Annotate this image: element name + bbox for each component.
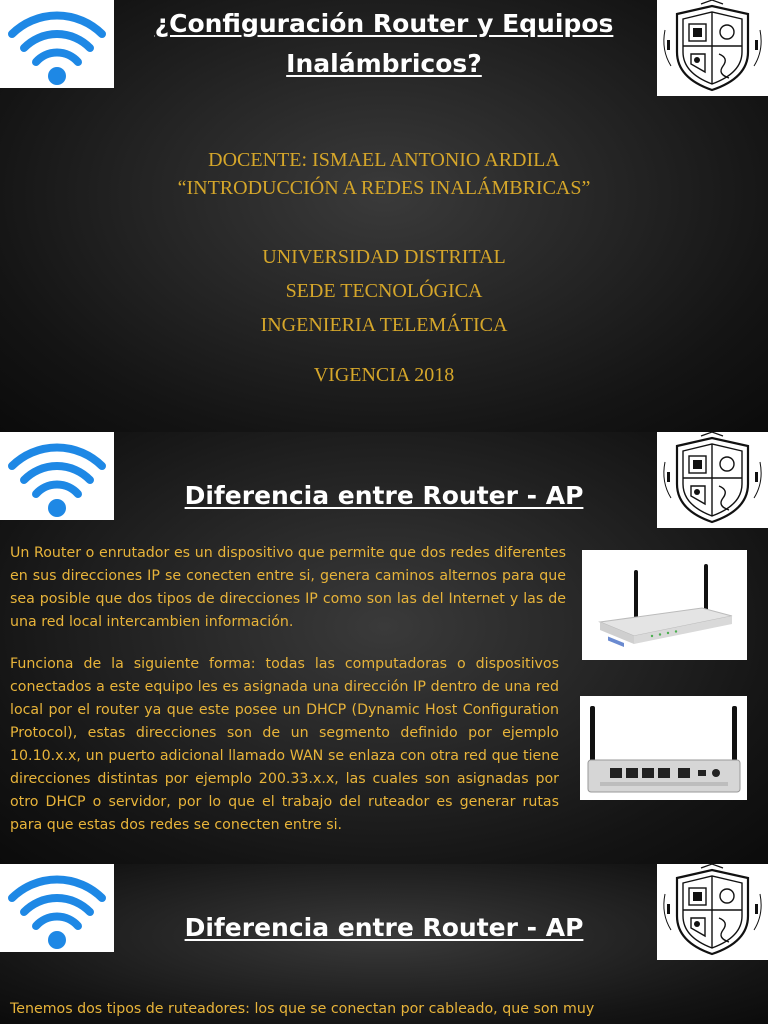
wifi-icon	[0, 432, 114, 520]
router-definition-paragraph: Un Router o enrutador es un dispositivo que permite que dos redes diferentes en sus direcciones IP se conecten entre si, genera caminos alternos para que sea posible que dos tipos de direcciones IP como son las del Internet y las de una red local intercambien información.	[10, 545, 566, 630]
course-line: “INTRODUCCIÓN A REDES INALÁMBRICAS”	[177, 177, 591, 199]
title-line-1: ¿Configuración Router y Equipos	[154, 9, 614, 38]
sede-line: SEDE TECNOLÓGICA	[285, 280, 483, 302]
wifi-icon	[0, 864, 114, 952]
title-line-2: Inalámbricos?	[286, 49, 482, 78]
router-function-paragraph: Funciona de la siguiente forma: todas las computadoras o dispositivos conectados a este equipo les es asignada una dirección IP dentro de una red local por el router ya que este posee un DHCP (Dynamic Host Configuration Protocol), estas direcciones son de un segmento definido por ejemplo 10.10.x.x, un puerto adicional llamado WAN se enlaza con otra red que tiene direcciones distintas por ejemplo 200.33.x.x, las cuales son asignadas por otro DHCP o servidor, por lo que el trabajo del ruteador es generar rutas para que estas dos redes se conecten entre si.	[10, 656, 559, 833]
docente-line: DOCENTE: ISMAEL ANTONIO ARDILA	[208, 149, 560, 171]
section-title: Diferencia entre Router - AP	[184, 481, 584, 510]
university-seal-icon	[657, 864, 768, 960]
university-seal-icon	[657, 432, 768, 528]
router-types-paragraph: Tenemos dos tipos de ruteadores: los que se conectan por cableado, que son muy	[10, 1001, 595, 1017]
vigencia-line: VIGENCIA 2018	[313, 364, 455, 386]
institution-block	[0, 240, 768, 342]
university-line: UNIVERSIDAD DISTRITAL	[262, 246, 506, 268]
wifi-icon	[0, 0, 114, 88]
section-title: Diferencia entre Router - AP	[184, 913, 584, 942]
slide-router-types	[0, 864, 768, 1024]
router-back-photo	[580, 696, 747, 800]
slide-router-ap	[0, 432, 768, 864]
course-block	[0, 144, 768, 204]
page-title	[120, 4, 648, 84]
program-line: INGENIERIA TELEMÁTICA	[260, 314, 508, 336]
university-seal-icon	[657, 0, 768, 96]
slide-title	[0, 0, 768, 432]
router-front-photo	[582, 550, 747, 660]
